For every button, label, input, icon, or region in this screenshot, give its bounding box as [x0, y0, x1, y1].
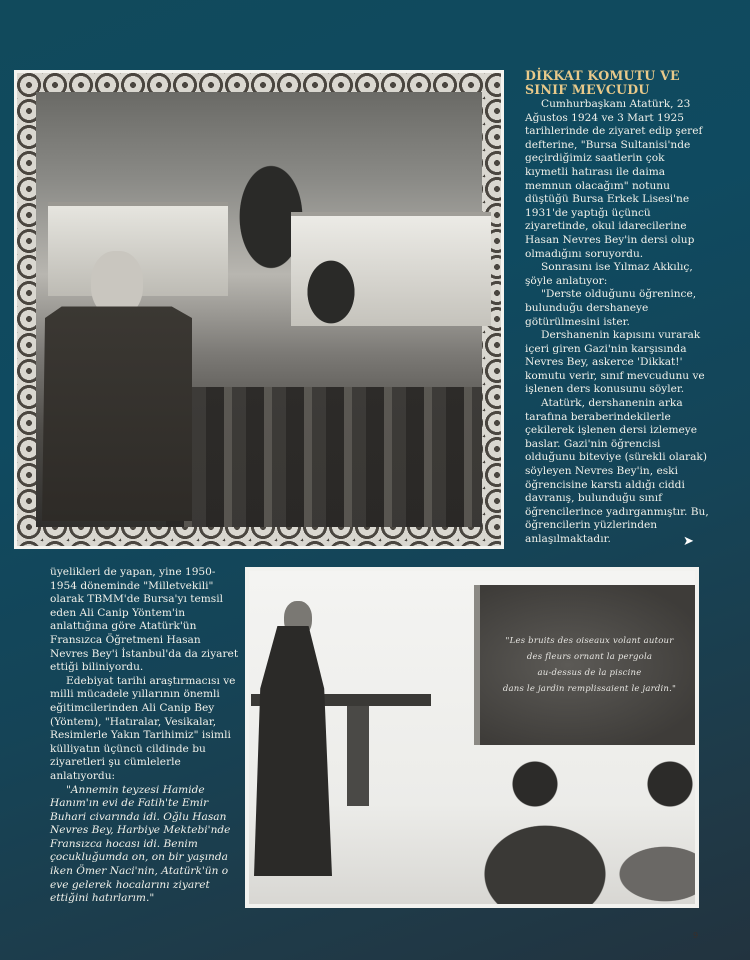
quote-paragraph: "Annemin teyzesi Hamide Hanım'ın evi de Fatih'te Emir Buhari civarında idi. Oğlu Hasan Nevres Bey, Harbiye Mektebi'nde Fransızca hocası idi. Benim çocukluğumda on, on bir yaşında iken Ömer Naci'nin, Atatürk'ün o eve gelerek hocalarını ziyaret ettiğini hatırlarım."	[50, 783, 231, 905]
photo-image	[36, 92, 482, 527]
photo-ataturk-coat	[254, 626, 332, 876]
heading-line-2: SINIF MEVCUDU	[525, 82, 650, 97]
blackboard-line: au-dessus de la piscine	[537, 668, 642, 678]
left-text-column	[50, 566, 240, 906]
continue-arrow-icon: ➤	[683, 534, 694, 549]
paragraph: Edebiyat tarihi araştırmacısı ve milli mücadele yıllarının önemli eğitimcilerinden Ali Canip Bey (Yöntem), "Hatıralar, Vesikalar, Resimlerle Yakın Tarihimiz" isimli külliyatın üçüncü cildinde bu ziyaretleri şu cümlelerle anlatıyordu:	[50, 674, 236, 782]
lectern-leg	[347, 706, 369, 806]
heading-line-1: DİKKAT KOMUTU VE	[525, 68, 680, 83]
paragraph: Cumhurbaşkanı Atatürk, 23 Ağustos 1924 ve 3 Mart 1925 tarihlerinde de ziyaret edip şeref defterine, "Bursa Sultanisi'nde geçirdiğimiz saatlerin çok kıymetli hatırası ile daima memnun olacağım" notunu düştüğü Bursa Erkek Lisesi'ne 1931'de yaptığı üçüncü ziyaretinde, okul idarecilerine Hasan Nevres Bey'in dersi olup olmadığını soruyordu.	[525, 98, 703, 260]
right-text-column	[525, 69, 710, 547]
photo-students	[465, 754, 695, 904]
photo-tree-small	[301, 252, 361, 332]
photo-ataturk-bursa-school	[14, 70, 504, 549]
section-heading	[525, 69, 710, 97]
paragraph: Dershanenin kapısını vurarak içeri giren Gazi'nin karşısında Nevres Bey, askerce 'Dikkat!' komutu verir, sınıf mevcudunu ve işlenen ders konusunu söyler.	[525, 329, 705, 396]
page-number: 9	[693, 931, 699, 940]
paragraph: üyelikleri de yapan, yine 1950-1954 döneminde "Milletvekili" olarak TBMM'de Bursa'yı temsil eden Ali Canip Yöntem'in anlattığına göre Atatürk'ün Fransızca Öğretmeni Hasan Nevres Bey'i İstanbul'da da ziyaret ettiği biliniyordu.	[50, 566, 239, 674]
photo-parade-students	[166, 387, 482, 527]
blackboard-line: dans le jardin remplissaient le jardin."	[502, 684, 677, 694]
photo-ataturk-classroom	[245, 567, 699, 908]
blackboard	[474, 585, 695, 745]
paragraph: Atatürk, dershanenin arka tarafına beraberindekilerle çekilerek işlenen dersi izlemeye baslar. Gazi'nin öğrencisi olduğunu biteviye (sürekli olarak) söyleyen Nevres Bey'in, eski öğrencisine karstı aldığı ciddi davranış, bulunduğu sınıf öğrencilerince yadırganmıştır. Bu, öğrencilerin yüzlerinden anlaşılmaktadır.	[525, 397, 709, 545]
paragraph: "Derste olduğunu öğrenince, bulunduğu dershaneye götürülmesini ister.	[525, 288, 697, 328]
blackboard-line: "Les bruits des oiseaux volant autour	[505, 636, 674, 646]
photo-image	[249, 571, 695, 904]
paragraph: Sonrasını ise Yılmaz Akkılıç, şöyle anlatıyor:	[525, 261, 693, 287]
blackboard-line: des fleurs ornant la pergola	[526, 652, 653, 662]
